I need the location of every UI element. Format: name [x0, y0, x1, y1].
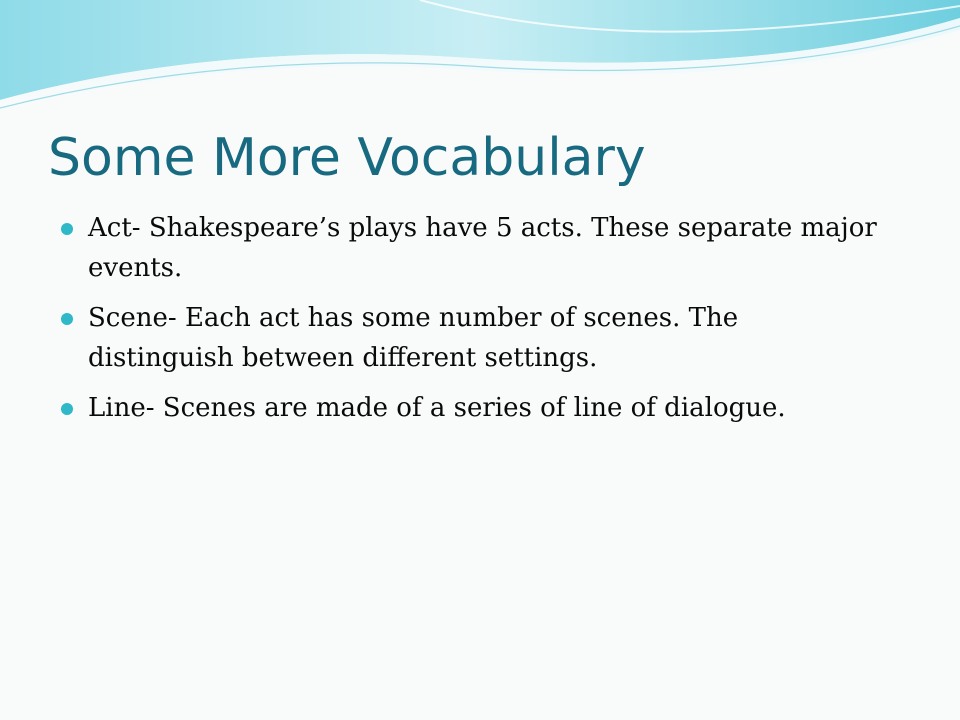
header-wave-decoration	[0, 0, 960, 120]
bullet-item	[60, 208, 880, 288]
bullet-dot-icon	[61, 313, 73, 325]
slide-title: Some More Vocabulary	[48, 128, 646, 188]
bullet-list	[60, 208, 880, 438]
bullet-text: Act- Shakespeare’s plays have 5 acts. These separate major events.	[88, 213, 877, 283]
bullet-text: Scene- Each act has some number of scenes. The distinguish between different settings.	[88, 303, 739, 373]
bullet-item	[60, 298, 880, 378]
bullet-item	[60, 388, 880, 428]
bullet-dot-icon	[61, 403, 73, 415]
bullet-dot-icon	[61, 223, 73, 235]
bullet-text: Line- Scenes are made of a series of line of dialogue.	[88, 393, 786, 423]
